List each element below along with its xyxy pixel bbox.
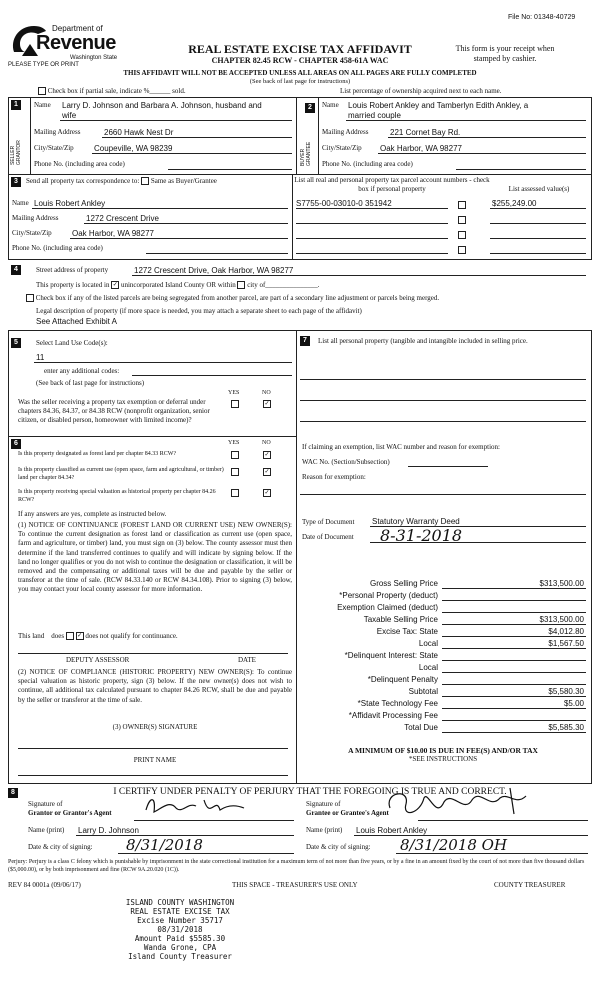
grantor-name[interactable]: Larry D. Johnson <box>78 826 139 835</box>
doc-type[interactable]: Statutory Warranty Deed <box>372 517 460 526</box>
current-use-question: Is this property classified as current use (open space, farm and agricultural, or timber) land per chapter 84.34? <box>18 467 224 481</box>
historic-question: Is this property receiving special valuation as historical property per chapter 84.26 RCW? <box>18 489 216 503</box>
department-logo <box>8 18 118 64</box>
s6-yes-header: YES <box>228 440 240 446</box>
please-type: PLEASE TYPE OR PRINT <box>8 62 79 68</box>
section-2-number: 2 <box>305 103 315 113</box>
buyer-mail-label: Mailing Address <box>322 128 369 136</box>
parcel-number-1[interactable]: S7755-00-03010-0 351942 <box>296 199 392 208</box>
taxable-value[interactable]: $313,500.00 <box>539 615 584 624</box>
parcel-header: List all real and personal property tax parcel account numbers - check box if personal property <box>294 176 490 193</box>
stamp-line3: Excise Number 35717 <box>137 916 223 925</box>
legal-label: Legal description of property (if more space is needed, you may attach a separate sheet to each page of the affidavit) <box>36 307 362 315</box>
grantee-sig-label-2: Grantee or Grantee's Agent <box>306 809 389 817</box>
section-6-number: 6 <box>11 439 21 449</box>
continuance-row: This land does ✓ does not qualify for continuance. <box>18 632 178 640</box>
continuance-notice: (1) NOTICE OF CONTINUANCE (FOREST LAND OR CURRENT USE) NEW OWNER(S): To continue the current designation as forest land or classification as current use (open space, farm and agriculture, or timber) land, you must sign on (3) below. The county assessor must then determine if the land transferred continues to qualify and will indicate by signing below. If the land no longer qualifies or you do not wish to continue the designation or classification, it will be removed and the compensating or additional taxes will be due and payable by the seller or transferor at the time of sale. (RCW 84.33.140 or RCW 84.34.108). Prior to signing (3) below, you may contact your local county assessor for more information. <box>18 521 292 594</box>
ownership-pct-note: List percentage of ownership acquired next to each name. <box>340 87 502 95</box>
legal-description[interactable]: See Attached Exhibit A <box>36 317 117 326</box>
s5-no-header: NO <box>262 390 271 396</box>
stamp-line1: ISLAND COUNTY WASHINGTON <box>125 898 235 907</box>
partial-sale-checkbox[interactable] <box>38 87 46 95</box>
see-back-note: (See back of last page for instructions) <box>249 78 351 85</box>
s6-no-header: NO <box>262 440 271 446</box>
section-7-number: 7 <box>300 336 310 346</box>
historic-yes-checkbox[interactable] <box>231 489 239 497</box>
correspondence-row: Send all property tax correspondence to: Same as Buyer/Grantee <box>26 177 217 185</box>
affidavit-fee-label: *Affidavit Processing Fee <box>348 711 438 720</box>
print-name-label: PRINT NAME <box>133 756 177 764</box>
seller-grantor-label: SELLER GRANTOR <box>10 140 22 165</box>
corr-mail[interactable]: 1272 Crescent Drive <box>86 214 159 223</box>
excise-state-value[interactable]: $4,012.80 <box>548 627 584 636</box>
form-title: REAL ESTATE EXCISE TAX AFFIDAVIT <box>188 42 412 56</box>
section-1-number: 1 <box>11 100 21 110</box>
exemption-deduct-label: Exemption Claimed (deduct) <box>337 603 438 612</box>
grantor-sig-label: Signature of <box>28 800 63 808</box>
personal-property-checkbox-1[interactable] <box>458 201 466 209</box>
stamp-line4: 08/31/2018 <box>157 925 203 934</box>
warning: THIS AFFIDAVIT WILL NOT BE ACCEPTED UNLESS ALL AREAS ON ALL PAGES ARE FULLY COMPLETED <box>123 69 477 77</box>
grantee-name-label: Name (print) <box>306 826 343 834</box>
buyer-city[interactable]: Oak Harbor, WA 98277 <box>380 144 462 153</box>
grantor-date-label: Date & city of signing: <box>28 843 93 851</box>
exemption-claim-label: If claiming an exemption, list WAC number and reason for exemption: <box>302 443 500 451</box>
forest-yes-checkbox[interactable] <box>231 451 239 459</box>
corr-city[interactable]: Oak Harbor, WA 98277 <box>72 229 154 238</box>
excise-local-label: Local <box>418 639 438 648</box>
owner-signature-label: (3) OWNER(S) SIGNATURE <box>112 723 198 731</box>
seller-mail-label: Mailing Address <box>34 128 81 136</box>
perjury-note: Perjury: Perjury is a class C felony which is punishable by imprisonment in the state correctional institution for a maximum term of not more than five years, or by a fine in an amount fixed by the court of not more than five thousand dollars ($5,000.00), or by both imprisonment and fine (RCW 9A.20.020 (1C)). <box>8 859 585 873</box>
city-of-checkbox[interactable] <box>237 281 245 289</box>
buyer-grantee-label: BUYER GRANTEE <box>300 141 312 166</box>
section-4-number: 4 <box>11 265 21 275</box>
s5-yes-header: YES <box>228 390 240 396</box>
doc-type-label: Type of Document <box>302 518 355 526</box>
section-8-number: 8 <box>8 788 18 798</box>
location-row: This property is located in ✓ unincorporated Island County OR within city of_______________. <box>36 281 320 289</box>
receipt-note: This form is your receipt when stamped by cashier. <box>455 44 555 63</box>
seller-city[interactable]: Coupeville, WA 98239 <box>94 144 173 153</box>
stamp-line7: Island County Treasurer <box>128 952 232 961</box>
exemption-question: Was the seller receiving a property tax exemption or deferral under chapters 84.36, 84.37, or 84.38 RCW (nonprofit organization, senior citizen, or disabled person, homeowner with limited income)? <box>18 398 210 424</box>
seller-city-label: City/State/Zip <box>34 144 74 152</box>
excise-state-label: Excise Tax: State <box>376 627 438 636</box>
personal-property-checkbox-3[interactable] <box>458 231 466 239</box>
personal-property-checkbox-2[interactable] <box>458 216 466 224</box>
s5-no-checkbox[interactable]: ✓ <box>264 401 270 407</box>
seller-name[interactable]: Larry D. Johnson and Barbara A. Johnson, husband and <box>62 101 262 110</box>
does-not-checkbox[interactable]: ✓ <box>77 633 83 640</box>
grantor-name-label: Name (print) <box>28 826 65 834</box>
segregated-row: Check box if any of the listed parcels are being segregated from another parcel, are part of a secondary line adjustment or parcels being merged. <box>26 294 439 302</box>
corr-mail-label: Mailing Address <box>12 214 59 222</box>
gross-label: Gross Selling Price <box>369 579 438 588</box>
buyer-city-label: City/State/Zip <box>322 144 362 152</box>
doc-date[interactable]: 8-31-2018 <box>380 526 463 545</box>
agency-line3: Washington State <box>70 55 118 61</box>
taxable-label: Taxable Selling Price <box>363 615 438 624</box>
reason-label: Reason for exemption: <box>302 473 366 481</box>
delinq-state-label: *Delinquent Interest: State <box>344 651 438 660</box>
deputy-assessor-label: DEPUTY ASSESSOR <box>66 656 130 664</box>
segregated-checkbox[interactable] <box>26 294 34 302</box>
agency-line1: Department of <box>52 24 103 33</box>
grantee-signature[interactable] <box>380 784 550 824</box>
seller-name-2[interactable]: wife <box>62 111 77 120</box>
see-instructions-note: *SEE INSTRUCTIONS <box>408 755 478 763</box>
land-use-see-back: (See back of last page for instructions) <box>36 379 145 387</box>
county-treasurer-label: COUNTY TREASURER <box>494 881 566 889</box>
seller-phone-label: Phone No. (including area code) <box>34 160 125 168</box>
historic-no-checkbox[interactable]: ✓ <box>264 490 270 496</box>
corr-name[interactable]: Louis Robert Ankley <box>34 199 106 208</box>
assessed-value-1[interactable]: $255,249.00 <box>492 199 537 208</box>
treasurer-space: THIS SPACE - TREASURER'S USE ONLY <box>232 881 358 889</box>
seller-mail[interactable]: 2660 Hawk Nest Dr <box>104 128 174 137</box>
delinq-penalty-label: *Delinquent Penalty <box>367 675 438 684</box>
agency-line2: Revenue <box>36 32 116 54</box>
same-as-buyer-checkbox[interactable] <box>141 177 149 185</box>
seller-name-label: Name <box>34 101 51 109</box>
excise-local-value[interactable]: $1,567.50 <box>548 639 584 648</box>
partial-sale-row: Check box if partial sale, indicate %______ sold. <box>38 87 186 95</box>
grantee-date[interactable]: 8/31/2018 OH <box>400 836 508 854</box>
forest-no-checkbox[interactable]: ✓ <box>264 452 270 458</box>
buyer-name-label: Name <box>322 101 339 109</box>
total-due-value[interactable]: $5,585.30 <box>548 723 584 732</box>
section-3-number: 3 <box>11 177 21 187</box>
property-street[interactable]: 1272 Crescent Drive, Oak Harbor, WA 98277 <box>134 266 294 275</box>
corr-name-label: Name <box>12 199 29 207</box>
compliance-notice: (2) NOTICE OF COMPLIANCE (HISTORIC PROPERTY) NEW OWNER(S): To continue special valuation as historic property, sign (3) below. If the new owner(s) does not wish to continue, all additional tax calculated pursuant to chapter 84.26 RCW, shall be due and payable by the seller or transferor at the time of sale. <box>18 668 292 704</box>
s5-yes-checkbox[interactable] <box>231 400 239 408</box>
grantor-signature[interactable] <box>140 790 260 822</box>
buyer-mail[interactable]: 221 Cornet Bay Rd. <box>390 128 461 137</box>
personal-property-label: List all personal property (tangible and intangible included in selling price. <box>318 337 528 345</box>
subtotal-value[interactable]: $5,580.30 <box>548 687 584 696</box>
buyer-phone-label: Phone No. (including area code) <box>322 160 413 168</box>
total-due-label: Total Due <box>404 723 438 732</box>
tech-fee-value[interactable]: $5.00 <box>563 699 584 708</box>
corr-phone-label: Phone No. (including area code) <box>12 244 103 252</box>
buyer-name-2[interactable]: married couple <box>348 111 401 120</box>
wac-label: WAC No. (Section/Subsection) <box>302 458 390 466</box>
date-label: DATE <box>238 656 256 664</box>
stamp-line5: Amount Paid $5585.30 <box>134 934 226 943</box>
stamp-line2: REAL ESTATE EXCISE TAX <box>130 907 230 916</box>
subtotal-label: Subtotal <box>408 687 438 696</box>
stamp-line6: Wanda Grone, CPA <box>143 943 217 952</box>
corr-city-label: City/State/Zip <box>12 229 52 237</box>
current-use-no-checkbox[interactable]: ✓ <box>264 469 270 475</box>
land-use-code[interactable]: 11 <box>36 353 45 362</box>
grantee-date-label: Date & city of signing: <box>306 843 371 851</box>
street-label: Street address of property <box>36 266 109 274</box>
treasurer-stamp <box>100 898 260 961</box>
forest-land-question: Is this property designated as forest land per chapter 84.33 RCW? <box>18 451 177 457</box>
file-number: File No: 01348-40729 <box>508 14 576 21</box>
land-use-label: Select Land Use Code(s): <box>36 339 108 347</box>
grantee-name[interactable]: Louis Robert Ankley <box>356 826 428 835</box>
personal-property-checkbox-4[interactable] <box>458 246 466 254</box>
gross-value[interactable]: $313,500.00 <box>539 579 584 588</box>
buyer-name[interactable]: Louis Robert Ankley and Tamberlyn Edith Ankley, a <box>348 101 529 110</box>
grantor-date[interactable]: 8/31/2018 <box>126 836 203 854</box>
certify-statement: I CERTIFY UNDER PENALTY OF PERJURY THAT THE FOREGOING IS TRUE AND CORRECT. <box>113 787 507 797</box>
grantee-sig-label: Signature of <box>306 800 341 808</box>
additional-codes-label: enter any additional codes: <box>44 367 120 375</box>
doc-date-label: Date of Document <box>302 533 354 541</box>
grantor-sig-label-2: Grantor or Grantor's Agent <box>28 809 112 817</box>
section-5-number: 5 <box>11 338 21 348</box>
form-revision: REV 84 0001a (09/06/17) <box>8 881 81 889</box>
unincorporated-checkbox[interactable]: ✓ <box>112 282 118 289</box>
personal-deduct-label: *Personal Property (deduct) <box>339 591 438 600</box>
minimum-note: A MINIMUM OF $10.00 IS DUE IN FEE(S) AND/OR TAX <box>348 746 538 755</box>
form-subtitle: CHAPTER 82.45 RCW - CHAPTER 458-61A WAC <box>211 56 389 65</box>
assessed-value-header: List assessed value(s) <box>508 185 570 193</box>
does-checkbox[interactable] <box>66 632 74 640</box>
tech-fee-label: *State Technology Fee <box>357 699 438 708</box>
current-use-yes-checkbox[interactable] <box>231 468 239 476</box>
if-yes-note: If any answers are yes, complete as instructed below. <box>18 510 167 518</box>
delinq-local-label: Local <box>418 663 438 672</box>
